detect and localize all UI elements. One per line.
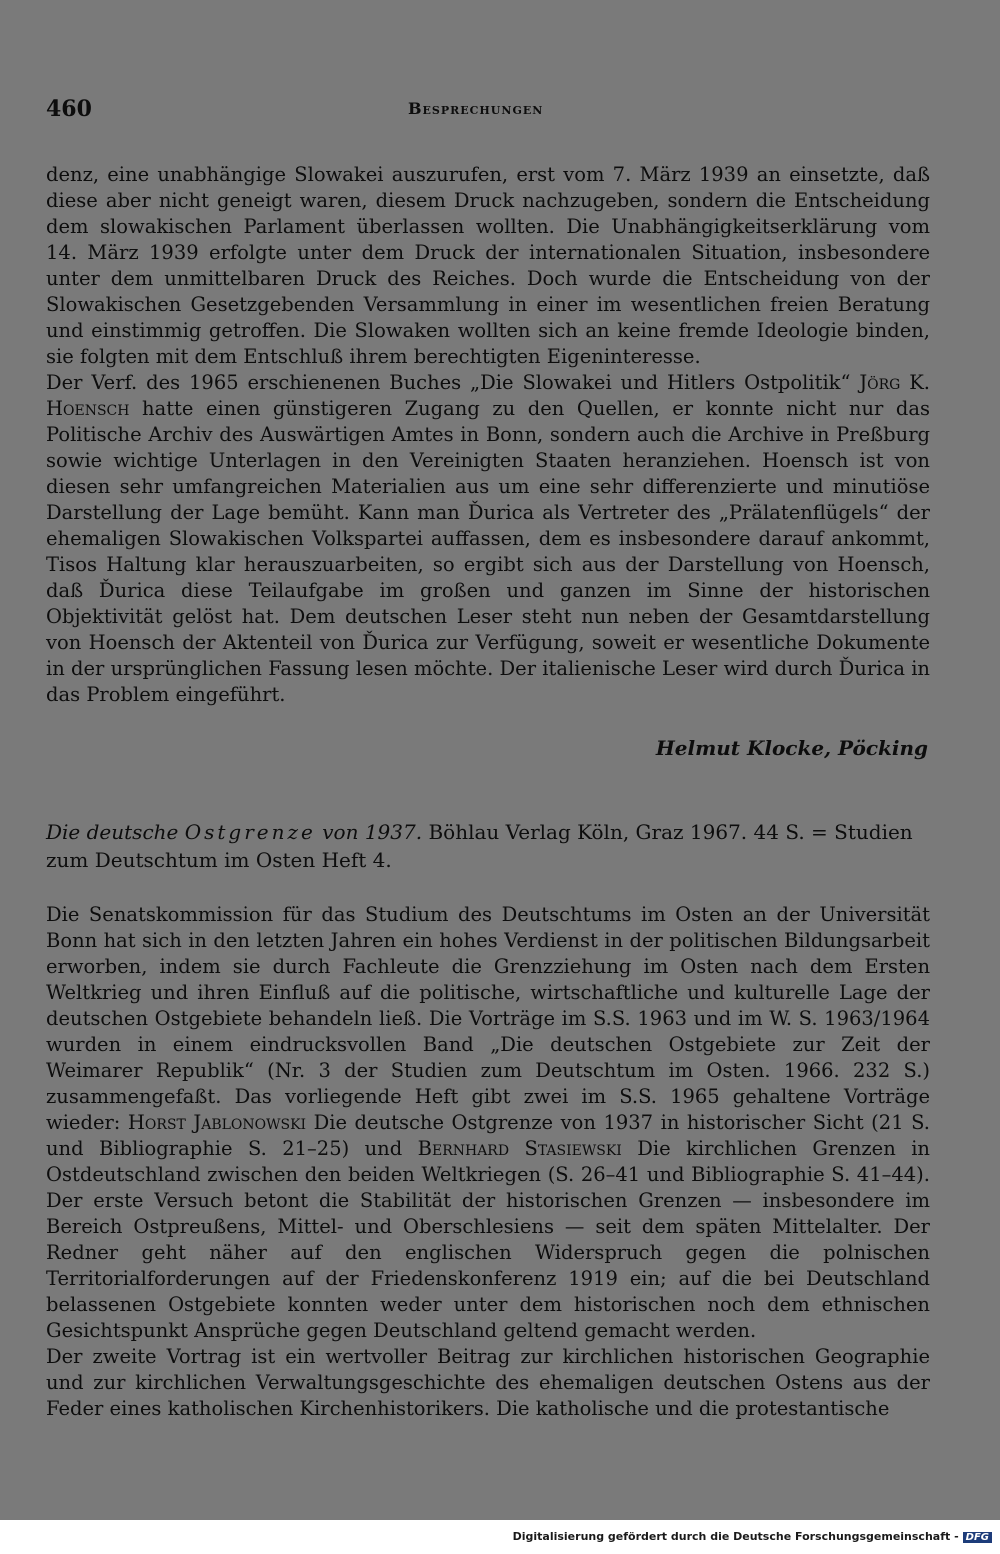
review-2-paragraph-1-start: Die Senatskommission für das Studium des Deutschtums im Osten an der Universität Bonn hat sich in den letzten Jahren ein hohes Verdienst in der politischen Bildungsarbeit erworben, indem sie durch Fachleute die Grenzziehung im Osten nach dem Ersten Weltkrieg und ihren Einfluß auf die politische, wirtschaftliche und kulturelle Lage der deutschen Ostgebiete behandeln ließ. Die Vorträge im S.S. 1963 und im W. S. 1963/1964 wurden in einem eindrucksvollen Band „Die deutschen Ostgebiete zur Zeit der Weimarer Republik“ (Nr. 3 der Studien zum Deutschtum im Osten. 1966. 232 S.) zusammengefaßt. Das vorliegende Heft gibt zwei im S.S. 1965 gehaltene Vorträge wieder: — [46, 903, 930, 1134]
author-name-1: Horst Jablonowski — [127, 1111, 307, 1134]
book-title-spaced: Ostgrenze — [184, 820, 316, 844]
review-2-body — [46, 902, 930, 1422]
footer-text: Digitalisierung gefördert durch die Deutsche Forschungsgemeinschaft - — [512, 1530, 959, 1543]
page-header — [46, 96, 928, 130]
running-title: Besprechungen — [408, 99, 544, 118]
bibliographic-heading — [46, 818, 930, 874]
page-number: 460 — [46, 96, 92, 122]
bibliographic-details: Böhlau Verlag Köln, Graz 1967. 44 S. = Studien zum Deutschtum im Osten Heft 4. — [46, 820, 913, 872]
review-2-paragraph-2: Der zweite Vortrag ist ein wertvoller Beitrag zur kirchlichen historischen Geographie und zur kirchlichen Verwaltungsgeschichte des ehemaligen deutschen Ostens aus der Feder eines katholischen Kirchenhistorikers. Die katholische und die protestantische — [46, 1345, 930, 1420]
review-2-paragraph-1-end: Die kirchlichen Grenzen in Ostdeutschland zwischen den beiden Weltkriegen (S. 26–41 und Bibliographie S. 41–44). Der erste Versuch betont die Stabilität der historischen Grenzen — insbesondere im Bereich Ostpreußens, Mittel- und Oberschlesiens — seit dem späten Mittelalter. Der Redner geht näher auf den englischen Widerspruch gegen die polnischen Territorialforderungen auf der Friedenskonferenz 1919 ein; auf die bei Deutschland belassenen Ostgebiete konnten weder unter dem historischen noch dem ethnischen Gesichtspunkt Ansprüche gegen Deutschland geltend gemacht werden. — [46, 1137, 930, 1342]
author-name-2: Bernhard Stasiewski — [417, 1137, 622, 1160]
dfg-logo: DFG — [963, 1532, 992, 1543]
digitization-footer — [513, 1530, 992, 1543]
review-1-paragraph-1: denz, eine unabhängige Slowakei auszurufen, erst vom 7. März 1939 an einsetzte, daß diese aber nicht geneigt waren, diesem Druck nachzugeben, sondern die Entscheidung dem slowakischen Parlament überlassen wollten. Die Unabhängigkeitserklärung vom 14. März 1939 erfolgte unter dem Druck der internationalen Situation, insbesondere unter dem unmittelbaren Druck des Reiches. Doch wurde die Entscheidung von der Slowakischen Gesetzgebenden Versammlung in einer im wesentlichen freien Beratung und einstimmig getroffen. Die Slowaken wollten sich an keine fremde Ideologie binden, sie folgten mit dem Entschluß ihrem berechtigten Eigeninteresse. — [46, 163, 930, 368]
review-2-paragraph-1-middle: Die deutsche Ostgrenze von 1937 in historischer Sicht (21 S. und Bibliographie S. 21–25) und — [46, 1111, 930, 1160]
reviewer-signature: Helmut Klocke, Pöcking — [655, 736, 928, 760]
author-name: Jörg K. Hoensch — [46, 371, 931, 420]
book-title-start: Die deutsche — [46, 820, 185, 844]
review-2-paragraph-1 — [46, 902, 930, 1344]
review-1-paragraph-2-rest: hatte einen günstigeren Zugang zu den Quellen, er konnte nicht nur das Politische Archiv des Auswärtigen Amtes in Bonn, sondern auch die Archive in Preßburg sowie wichtige Unterlagen in den Vereinigten Staaten heranziehen. Hoensch ist von diesen sehr umfangreichen Materialien aus um eine sehr differenzierte und minutiöse Darstellung der Lage bemüht. Kann man Ďurica als Vertreter des „Prälatenflügels“ der ehemaligen Slowakischen Volkspartei auffassen, dem es insbesondere darauf ankommt, Tisos Haltung klar herauszuarbeiten, so ergibt sich aus der Darstellung von Hoensch, daß Ďurica diese Teilaufgabe im großen und ganzen im Sinne der historischen Objektivität gelöst hat. Dem deutschen Leser steht nun neben der Gesamtdarstellung von Hoensch der Aktenteil von Ďurica zur Verfügung, soweit er wesentliche Dokumente in der ursprünglichen Fassung lesen möchte. Der italienische Leser wird durch Ďurica in das Problem eingeführt. — [46, 397, 930, 706]
review-1-paragraph-2 — [46, 370, 930, 708]
review-1-body — [46, 162, 930, 708]
review-1-paragraph-2-start: Der Verf. des 1965 erschienenen Buches „Die Slowakei und Hitlers Ostpolitik“ — [46, 371, 860, 394]
book-title-end: von 1937. — [315, 820, 423, 844]
